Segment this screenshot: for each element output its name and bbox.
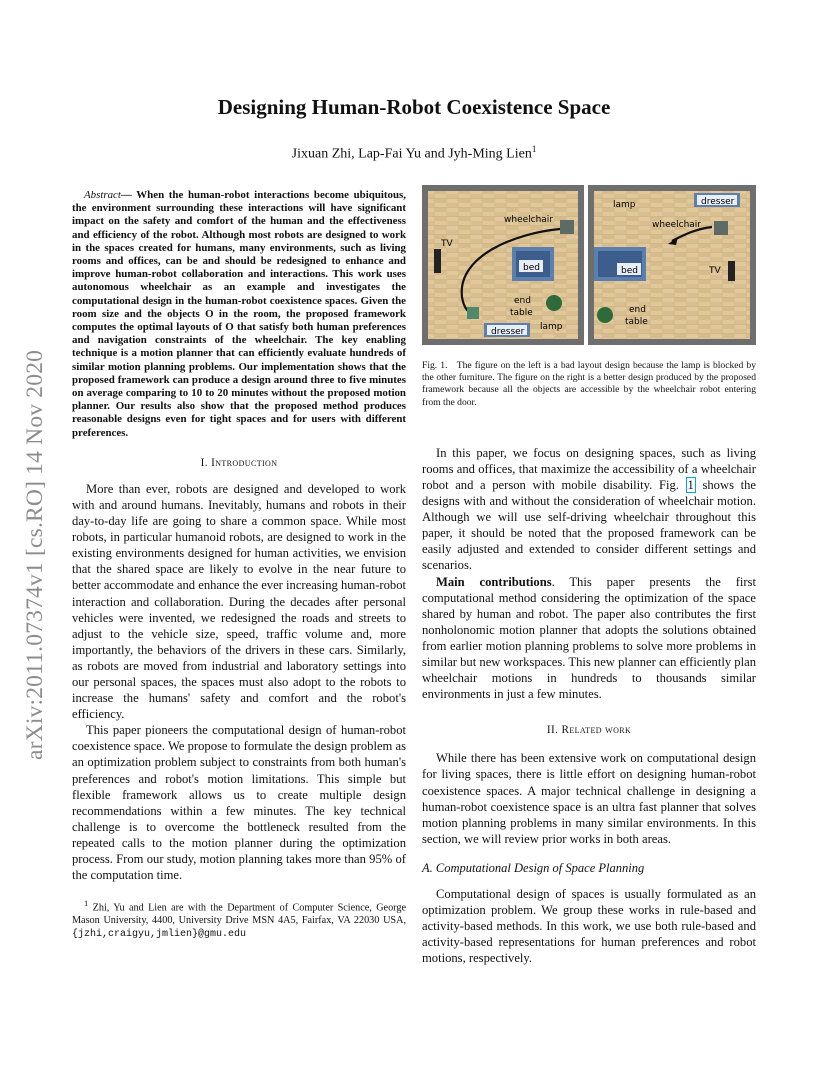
figure-1-svg	[422, 185, 756, 345]
right-paragraph-1-a: In this paper, we focus on designing spaces, such as living rooms and offices, that maximize the accessibility of a wheelchair robot and a person with mobile disability. Fig.	[422, 445, 756, 492]
right-room	[588, 185, 756, 345]
right-tv-icon	[728, 261, 735, 281]
figure-1	[422, 185, 756, 345]
left-room	[422, 185, 584, 345]
authors-affil-mark: 1	[531, 144, 537, 154]
footnote	[72, 897, 406, 942]
right-column	[422, 360, 756, 966]
arxiv-watermark: arXiv:2011.07374v1 [cs.RO] 14 Nov 2020	[22, 349, 48, 760]
right-lamp-label: lamp	[613, 200, 636, 210]
caption-text: The figure on the left is a bad layout design because the lamp is blocked by the other furniture. The figure on the right is a better design produced by the proposed framework because all the objects are accessible by the wheelchair robot entering from the door.	[422, 360, 757, 408]
contributions-label: Main contributions	[436, 574, 552, 589]
authors-names: Jixuan Zhi, Lap-Fai Yu and Jyh-Ming Lien	[291, 146, 532, 162]
abstract-dash: —	[120, 189, 132, 201]
left-column	[72, 189, 406, 942]
related-work-paragraph: While there has been extensive work on computational design for living spaces, there is little effort on designing human-robot coexistence spaces. A major technical challenge in designing a human-robot coexistence space is an ultra fast planner that solves motion planning problems in many similar environments. In this section, we will review prior works in both areas.	[422, 751, 756, 846]
intro-paragraph-2: This paper pioneers the computational design of human-robot coexistence space. We propose to formulate the design problem as an optimization problem subject to constraints from both human's preferences and robot's motion limitations. This simple but flexible framework allows us to create multiple design recommendations within a few minutes. The key technical challenge is to overcome the bottleneck resulted from the repeated calls to the motion planner during the optimization process. From our study, motion planning takes more than 95% of the computation time.	[72, 723, 406, 883]
right-bed-label: bed	[621, 266, 638, 276]
left-room-floor	[428, 191, 578, 339]
caption-spacer	[422, 409, 756, 445]
figure-ref-link[interactable]: 1	[687, 478, 694, 492]
right-wheelchair-icon	[714, 221, 728, 235]
left-chair-icon	[467, 307, 479, 319]
abstract-text: When the human-robot interactions become ubiquitous, the environment surrounding these interactions will have significant impact on the safety and comfort of the human and the effectiveness and efficiency of the robot. Although most robots are designed to work in the spaces created for humans, many environments, such as living rooms and offices, can be and should be redesigned to enhance and improve human-robot collaboration and interactions. This work uses autonomous wheelchair as an example and investigates the computational design in the human-robot coexistence spaces. Given the room size and the objects O in the room, the proposed framework computes the optimal layouts of O that satisfy both human preferences and navigation constraints of the wheelchair. The key enabling technique is a motion planner that can efficiently evaluate hundreds of similar motion planning problems. Our implementation shows that the proposed framework can produce a design around three to five minutes on average comparing to 10 to 20 minutes without the proposed motion planner. Our results also show that the proposed method produces reasonable designs even for tight spaces and for users with different preferences.	[72, 189, 406, 439]
abstract	[72, 189, 406, 440]
caption-label: Fig. 1.	[422, 360, 448, 371]
left-dresser-label: dresser	[491, 327, 525, 337]
left-tv-icon	[434, 249, 441, 273]
right-end-label: end	[629, 305, 646, 315]
paper-title: Designing Human-Robot Coexistence Space	[217, 95, 611, 119]
left-end-label: end	[514, 296, 531, 306]
contributions-text: . This paper presents the first computational method considering the optimization of the space shared by human and robot. The paper also contributes the first nonholonomic motion planner that adopts the solutions obtained from earlier motion planning problems to solve more problems in similar but new workspaces. This new planner can efficiently plan wheelchair motions in hundreds to thousands similar environments in just a few minutes.	[422, 574, 756, 702]
footnote-email: {jzhi,craigyu,jmlien}@gmu.edu	[72, 929, 247, 941]
left-tv-label: TV	[441, 239, 453, 249]
section-heading-related-work: II. Related work	[546, 724, 632, 737]
left-plant-icon	[546, 295, 562, 311]
left-wheelchair-label: wheelchair	[504, 215, 554, 225]
section-heading-introduction: I. Introduction	[200, 456, 278, 469]
right-dresser-label: dresser	[701, 197, 735, 207]
right-plant-icon	[597, 307, 613, 323]
authors-line	[0, 144, 828, 163]
subsection-heading-a: A. Computational Design of Space Planning	[422, 860, 645, 875]
intro-paragraph-1: More than ever, robots are designed and developed to work with and around humans. Inevitably, humans and robots in their day-to-day life are going to share a common space. While most robots, in particular humanoid robots, are designed to work in the existing environments designed for human activities, we envision that the shared space are likely to evolve in the near future to better accommodate and enhance the ever increasing human-robot interaction and collaboration. During the decades after personal vehicles were invented, we redesigned the roads and streets to adjust to the vehicle size, speed, traffic volume and, more importantly, the behaviors of the drivers in these cars. Similarly, as robots are moved from industrial and laboratory settings into our personal spaces, the spaces must also adopt to the robots to increase the humans' safety and comfort and the robot's efficiency.	[72, 481, 406, 722]
left-wheelchair-icon	[560, 220, 574, 234]
footnote-spacer	[72, 883, 406, 897]
left-lamp-label: lamp	[540, 322, 563, 332]
footnote-text: Zhi, Yu and Lien are with the Department of Computer Science, George Mason University, 4400, University Drive MSN 4A5, Fairfax, VA 22030 USA,	[72, 902, 406, 927]
contributions-paragraph	[422, 574, 756, 703]
right-tv-label: TV	[709, 266, 721, 276]
left-table-label: table	[510, 308, 533, 318]
right-wheelchair-label: wheelchair	[652, 220, 702, 230]
footnote-mark: 1	[84, 898, 89, 909]
left-bed-label: bed	[523, 263, 540, 273]
right-table-label: table	[625, 317, 648, 327]
subsection-a-paragraph: Computational design of spaces is usually formulated as an optimization problem. We group these works in rule-based and activity-based methods. In this work, we use both rule-based and activity-based representations for human preferences and robot motions, respectively.	[422, 886, 756, 966]
figure-1-caption	[422, 360, 756, 409]
right-paragraph-1	[422, 445, 756, 574]
abstract-label: Abstract	[84, 189, 121, 201]
right-paragraph-1-b: shows the designs with and without the consideration of wheelchair motion. Although we will use self-driving wheelchair throughout this paper, it should be noted that the proposed framework can be easily adjusted and extended to consider different settings and scenarios.	[422, 478, 756, 573]
